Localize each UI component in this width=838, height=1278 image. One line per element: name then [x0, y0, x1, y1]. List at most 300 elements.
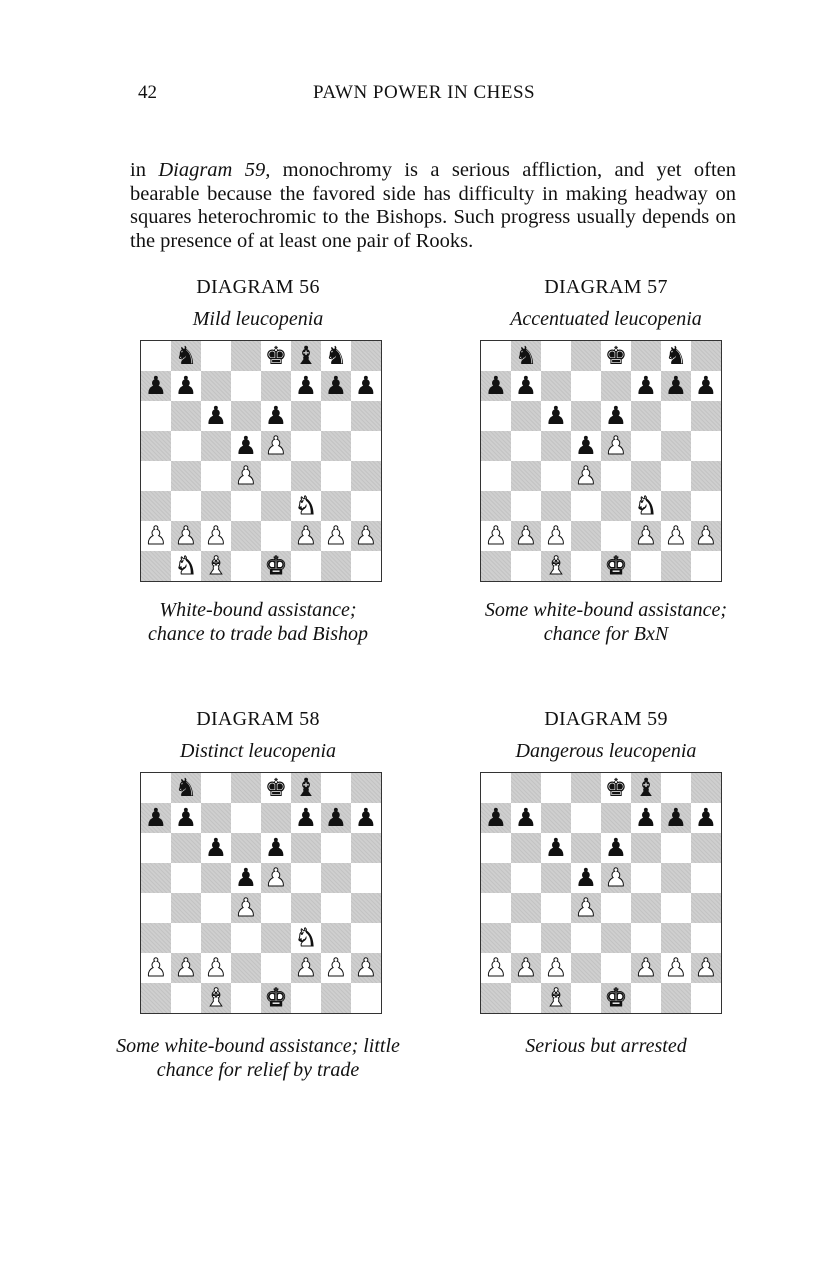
- square-c4: [201, 893, 231, 923]
- black-knight-icon: ♞: [174, 773, 198, 802]
- white-knight-icon: ♞: [634, 491, 658, 520]
- black-king-icon: ♚: [604, 341, 628, 370]
- white-pawn-icon: ♟: [514, 521, 538, 550]
- square-b7: [171, 371, 201, 401]
- body-text-lead: in: [130, 159, 159, 181]
- square-g8: [321, 341, 351, 371]
- square-c7: [201, 803, 231, 833]
- square-a8: [481, 341, 511, 371]
- square-h7: [691, 371, 721, 401]
- diagram-title: DIAGRAM 56: [196, 276, 320, 298]
- square-c3: [201, 491, 231, 521]
- square-b3: [511, 923, 541, 953]
- square-e5: [261, 863, 291, 893]
- square-f8: [631, 773, 661, 803]
- square-a5: [481, 431, 511, 461]
- square-b3: [171, 923, 201, 953]
- black-pawn-icon: ♟: [144, 371, 168, 400]
- black-pawn-icon: ♟: [634, 803, 658, 832]
- square-a8: [141, 773, 171, 803]
- square-g6: [321, 401, 351, 431]
- square-g6: [661, 401, 691, 431]
- square-h8: [691, 341, 721, 371]
- square-e2: [261, 521, 291, 551]
- diagram-title: DIAGRAM 57: [544, 276, 668, 298]
- square-f6: [631, 833, 661, 863]
- square-b3: [511, 491, 541, 521]
- square-b5: [171, 863, 201, 893]
- square-b2: [171, 521, 201, 551]
- chess-board: [140, 772, 382, 1014]
- square-d4: [231, 893, 261, 923]
- square-d5: [571, 863, 601, 893]
- square-c8: [541, 341, 571, 371]
- square-e3: [601, 491, 631, 521]
- square-g2: [661, 953, 691, 983]
- square-a8: [141, 341, 171, 371]
- square-h8: [691, 773, 721, 803]
- square-e3: [261, 923, 291, 953]
- white-pawn-icon: ♟: [144, 521, 168, 550]
- square-d8: [231, 773, 261, 803]
- white-pawn-icon: ♟: [544, 953, 568, 982]
- square-f6: [631, 401, 661, 431]
- white-knight-icon: ♞: [174, 551, 198, 580]
- black-pawn-icon: ♟: [484, 371, 508, 400]
- square-e2: [261, 953, 291, 983]
- square-f2: [291, 521, 321, 551]
- square-d3: [571, 923, 601, 953]
- black-king-icon: ♚: [264, 341, 288, 370]
- square-c7: [541, 803, 571, 833]
- square-d1: [231, 983, 261, 1013]
- square-h5: [351, 431, 381, 461]
- white-king-icon: ♚: [264, 551, 288, 580]
- square-b6: [171, 401, 201, 431]
- square-d1: [571, 983, 601, 1013]
- square-c1: [541, 983, 571, 1013]
- square-a6: [141, 833, 171, 863]
- white-pawn-icon: ♟: [484, 953, 508, 982]
- square-f3: [631, 491, 661, 521]
- square-b2: [171, 953, 201, 983]
- square-f8: [631, 341, 661, 371]
- diagram-56: [108, 276, 408, 656]
- square-b6: [511, 401, 541, 431]
- square-b8: [171, 773, 201, 803]
- square-g4: [321, 893, 351, 923]
- diagram-caption: [108, 1034, 408, 1082]
- white-bishop-icon: ♝: [544, 551, 568, 580]
- diagram-subtitle: Dangerous leucopenia: [515, 740, 697, 762]
- square-a7: [481, 371, 511, 401]
- black-knight-icon: ♞: [514, 341, 538, 370]
- square-h3: [691, 923, 721, 953]
- square-b8: [511, 341, 541, 371]
- square-g1: [321, 983, 351, 1013]
- square-c2: [201, 521, 231, 551]
- square-b5: [171, 431, 201, 461]
- square-b6: [171, 833, 201, 863]
- square-g2: [321, 521, 351, 551]
- square-e7: [261, 803, 291, 833]
- square-h4: [691, 893, 721, 923]
- square-f1: [291, 983, 321, 1013]
- square-g6: [661, 833, 691, 863]
- black-pawn-icon: ♟: [604, 401, 628, 430]
- square-g3: [661, 923, 691, 953]
- square-g4: [321, 461, 351, 491]
- square-h5: [351, 863, 381, 893]
- square-d8: [571, 773, 601, 803]
- black-pawn-icon: ♟: [604, 833, 628, 862]
- black-pawn-icon: ♟: [144, 803, 168, 832]
- square-g7: [321, 371, 351, 401]
- black-pawn-icon: ♟: [204, 833, 228, 862]
- white-knight-icon: ♞: [294, 923, 318, 952]
- square-e8: [261, 773, 291, 803]
- square-b1: [511, 551, 541, 581]
- square-e7: [601, 371, 631, 401]
- square-h6: [351, 833, 381, 863]
- square-d2: [231, 953, 261, 983]
- white-pawn-icon: ♟: [324, 521, 348, 550]
- square-a1: [481, 551, 511, 581]
- square-a4: [481, 461, 511, 491]
- square-h1: [691, 983, 721, 1013]
- square-g8: [321, 773, 351, 803]
- white-king-icon: ♚: [604, 983, 628, 1012]
- diagram-caption: [456, 1034, 756, 1058]
- square-g5: [321, 431, 351, 461]
- square-f1: [631, 983, 661, 1013]
- square-d5: [231, 431, 261, 461]
- square-a5: [141, 863, 171, 893]
- square-c5: [201, 431, 231, 461]
- square-d6: [231, 401, 261, 431]
- square-d4: [571, 461, 601, 491]
- square-g1: [661, 983, 691, 1013]
- white-pawn-icon: ♟: [574, 893, 598, 922]
- square-b4: [511, 461, 541, 491]
- square-c8: [541, 773, 571, 803]
- square-g5: [321, 863, 351, 893]
- square-c8: [201, 773, 231, 803]
- square-f5: [631, 431, 661, 461]
- black-pawn-icon: ♟: [544, 833, 568, 862]
- white-pawn-icon: ♟: [664, 953, 688, 982]
- caption-line-1: Serious but arrested: [525, 1035, 687, 1057]
- square-c2: [201, 953, 231, 983]
- square-a5: [481, 863, 511, 893]
- square-e5: [261, 431, 291, 461]
- chess-board: [140, 340, 382, 582]
- black-pawn-icon: ♟: [324, 803, 348, 832]
- square-a4: [481, 893, 511, 923]
- square-g7: [661, 371, 691, 401]
- diagram-title: DIAGRAM 59: [544, 708, 668, 730]
- square-h2: [691, 521, 721, 551]
- square-c7: [541, 371, 571, 401]
- square-d4: [571, 893, 601, 923]
- square-b6: [511, 833, 541, 863]
- square-h3: [351, 491, 381, 521]
- chess-board: [480, 772, 722, 1014]
- square-f4: [291, 461, 321, 491]
- square-b4: [171, 461, 201, 491]
- square-b4: [171, 893, 201, 923]
- white-bishop-icon: ♝: [204, 551, 228, 580]
- square-e8: [261, 341, 291, 371]
- square-g3: [321, 491, 351, 521]
- white-pawn-icon: ♟: [264, 863, 288, 892]
- square-c4: [541, 461, 571, 491]
- white-pawn-icon: ♟: [514, 953, 538, 982]
- square-b8: [511, 773, 541, 803]
- black-pawn-icon: ♟: [694, 803, 718, 832]
- black-pawn-icon: ♟: [544, 401, 568, 430]
- white-pawn-icon: ♟: [174, 521, 198, 550]
- black-pawn-icon: ♟: [634, 371, 658, 400]
- square-f8: [291, 341, 321, 371]
- square-d2: [571, 953, 601, 983]
- square-h7: [351, 803, 381, 833]
- diagram-subtitle: Accentuated leucopenia: [510, 308, 702, 330]
- square-d3: [231, 923, 261, 953]
- black-pawn-icon: ♟: [574, 863, 598, 892]
- white-pawn-icon: ♟: [694, 521, 718, 550]
- diagram-57: [456, 276, 756, 656]
- white-pawn-icon: ♟: [354, 521, 378, 550]
- black-pawn-icon: ♟: [294, 803, 318, 832]
- square-a3: [481, 923, 511, 953]
- square-e2: [601, 953, 631, 983]
- diagram-title: DIAGRAM 58: [196, 708, 320, 730]
- black-pawn-icon: ♟: [694, 371, 718, 400]
- square-c8: [201, 341, 231, 371]
- square-c1: [201, 983, 231, 1013]
- square-e8: [601, 341, 631, 371]
- white-pawn-icon: ♟: [574, 461, 598, 490]
- square-h1: [351, 551, 381, 581]
- square-d6: [571, 401, 601, 431]
- square-h7: [351, 371, 381, 401]
- black-pawn-icon: ♟: [484, 803, 508, 832]
- square-g1: [661, 551, 691, 581]
- square-d1: [231, 551, 261, 581]
- square-h2: [351, 521, 381, 551]
- square-b1: [171, 551, 201, 581]
- square-g2: [661, 521, 691, 551]
- black-pawn-icon: ♟: [664, 371, 688, 400]
- square-h8: [351, 773, 381, 803]
- square-e2: [601, 521, 631, 551]
- square-h6: [691, 833, 721, 863]
- square-h2: [351, 953, 381, 983]
- square-a3: [481, 491, 511, 521]
- square-d7: [231, 371, 261, 401]
- square-f6: [291, 833, 321, 863]
- black-bishop-icon: ♝: [634, 773, 658, 802]
- square-g4: [661, 893, 691, 923]
- square-h6: [351, 401, 381, 431]
- square-d7: [231, 803, 261, 833]
- square-a7: [141, 803, 171, 833]
- square-b5: [511, 431, 541, 461]
- white-pawn-icon: ♟: [484, 521, 508, 550]
- white-pawn-icon: ♟: [294, 521, 318, 550]
- running-head: PAWN POWER IN CHESS: [313, 82, 536, 103]
- square-f1: [631, 551, 661, 581]
- square-b3: [171, 491, 201, 521]
- square-a4: [141, 461, 171, 491]
- square-d1: [571, 551, 601, 581]
- square-f7: [291, 803, 321, 833]
- black-king-icon: ♚: [264, 773, 288, 802]
- caption-line-2: chance for relief by trade: [156, 1059, 360, 1081]
- square-e6: [601, 401, 631, 431]
- body-text-rest: monochromy is a serious affliction, and yet often bearable because the favored side has difficulty in making headway on squares heterochromic to the Bishops. Such progress usually depends on the presence of at least one pair of Rooks.: [130, 159, 736, 252]
- square-d7: [571, 371, 601, 401]
- square-a6: [481, 833, 511, 863]
- square-b5: [511, 863, 541, 893]
- white-pawn-icon: ♟: [204, 953, 228, 982]
- white-pawn-icon: ♟: [174, 953, 198, 982]
- square-b2: [511, 521, 541, 551]
- square-g3: [661, 491, 691, 521]
- diagram-caption: [456, 598, 756, 646]
- square-h5: [691, 863, 721, 893]
- square-e1: [601, 983, 631, 1013]
- square-a2: [141, 953, 171, 983]
- square-c5: [541, 863, 571, 893]
- black-pawn-icon: ♟: [174, 803, 198, 832]
- square-c7: [201, 371, 231, 401]
- square-e6: [261, 401, 291, 431]
- square-a1: [481, 983, 511, 1013]
- black-pawn-icon: ♟: [324, 371, 348, 400]
- diagram-caption: [108, 598, 408, 646]
- square-a2: [481, 953, 511, 983]
- square-c4: [201, 461, 231, 491]
- square-f7: [291, 371, 321, 401]
- square-a6: [481, 401, 511, 431]
- body-paragraph: [130, 159, 736, 253]
- square-c6: [541, 833, 571, 863]
- black-knight-icon: ♞: [664, 341, 688, 370]
- square-g7: [321, 803, 351, 833]
- square-h4: [351, 893, 381, 923]
- square-d2: [571, 521, 601, 551]
- black-pawn-icon: ♟: [664, 803, 688, 832]
- square-f2: [291, 953, 321, 983]
- square-e6: [601, 833, 631, 863]
- black-knight-icon: ♞: [324, 341, 348, 370]
- square-b2: [511, 953, 541, 983]
- square-f2: [631, 521, 661, 551]
- square-a7: [141, 371, 171, 401]
- black-pawn-icon: ♟: [354, 371, 378, 400]
- square-b7: [511, 803, 541, 833]
- diagram-59: [456, 708, 756, 1088]
- square-h4: [691, 461, 721, 491]
- white-pawn-icon: ♟: [604, 431, 628, 460]
- square-d2: [231, 521, 261, 551]
- square-c5: [541, 431, 571, 461]
- black-bishop-icon: ♝: [294, 341, 318, 370]
- square-e7: [261, 371, 291, 401]
- diagram-subtitle: Distinct leucopenia: [179, 740, 337, 762]
- white-pawn-icon: ♟: [664, 521, 688, 550]
- square-f3: [291, 923, 321, 953]
- square-g5: [661, 863, 691, 893]
- square-e8: [601, 773, 631, 803]
- square-e4: [601, 893, 631, 923]
- square-b4: [511, 893, 541, 923]
- square-h6: [691, 401, 721, 431]
- white-pawn-icon: ♟: [234, 893, 258, 922]
- square-h4: [351, 461, 381, 491]
- white-bishop-icon: ♝: [544, 983, 568, 1012]
- white-pawn-icon: ♟: [544, 521, 568, 550]
- square-e4: [261, 893, 291, 923]
- square-a5: [141, 431, 171, 461]
- square-f5: [631, 863, 661, 893]
- square-f7: [631, 371, 661, 401]
- square-f2: [631, 953, 661, 983]
- white-pawn-icon: ♟: [234, 461, 258, 490]
- square-a2: [141, 521, 171, 551]
- white-king-icon: ♚: [264, 983, 288, 1012]
- square-c6: [541, 401, 571, 431]
- square-f4: [631, 893, 661, 923]
- black-pawn-icon: ♟: [574, 431, 598, 460]
- square-g5: [661, 431, 691, 461]
- square-h1: [351, 983, 381, 1013]
- square-b7: [511, 371, 541, 401]
- square-b7: [171, 803, 201, 833]
- square-g7: [661, 803, 691, 833]
- white-pawn-icon: ♟: [694, 953, 718, 982]
- square-c2: [541, 953, 571, 983]
- square-g8: [661, 341, 691, 371]
- square-f4: [291, 893, 321, 923]
- square-f5: [291, 431, 321, 461]
- caption-line-2: chance for BxN: [543, 623, 669, 645]
- white-pawn-icon: ♟: [604, 863, 628, 892]
- diagram-58: [108, 708, 408, 1088]
- black-pawn-icon: ♟: [514, 371, 538, 400]
- square-d5: [571, 431, 601, 461]
- black-pawn-icon: ♟: [264, 833, 288, 862]
- black-knight-icon: ♞: [174, 341, 198, 370]
- black-pawn-icon: ♟: [294, 371, 318, 400]
- square-a7: [481, 803, 511, 833]
- square-e5: [601, 863, 631, 893]
- white-pawn-icon: ♟: [354, 953, 378, 982]
- square-f6: [291, 401, 321, 431]
- square-g3: [321, 923, 351, 953]
- square-a6: [141, 401, 171, 431]
- square-h8: [351, 341, 381, 371]
- square-h1: [691, 551, 721, 581]
- square-c2: [541, 521, 571, 551]
- square-e4: [261, 461, 291, 491]
- black-bishop-icon: ♝: [294, 773, 318, 802]
- square-e3: [261, 491, 291, 521]
- square-d8: [231, 341, 261, 371]
- square-e1: [261, 983, 291, 1013]
